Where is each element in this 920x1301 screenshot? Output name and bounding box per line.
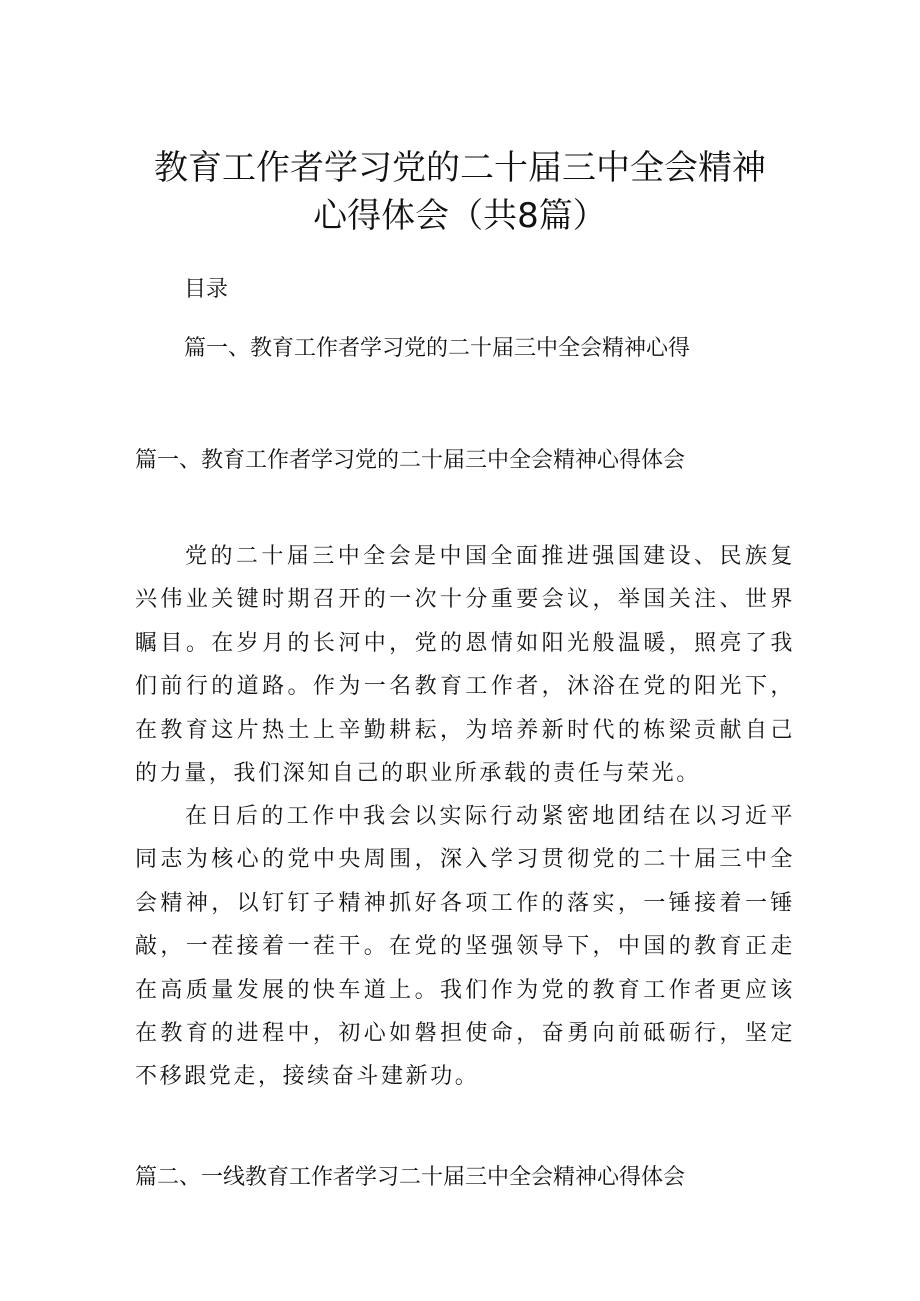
document-title-line-2: 心得体会（共8篇） <box>313 196 607 236</box>
body-paragraph-2: 在日后的工作中我会以实际行动紧密地团结在以习近平同志为核心的党中央周围，深入学习贯彻党的二十届三中全会精神，以钉钉子精神抓好各项工作的落实，一锤接着一锤敲，一茬接着一茬干。在党的坚强领导下，中国的教育正走在高质量发展的快车道上。我们作为党的教育工作者更应该在教育的进程中，初心如磐担使命，奋勇向前砥砺行，坚定不移跟党走，接续奋斗建新功。 <box>135 804 795 1090</box>
section-heading-1: 篇一、教育工作者学习党的二十届三中全会精神心得体会 <box>135 448 686 473</box>
toc-label: 目录 <box>184 277 229 302</box>
toc-item[interactable]: 篇一、教育工作者学习党的二十届三中全会精神心得 <box>184 336 691 361</box>
section-heading-2: 篇二、一线教育工作者学习二十届三中全会精神心得体会 <box>135 1165 686 1190</box>
document-title-line-1: 教育工作者学习党的二十届三中全会精神 <box>154 148 766 188</box>
body-paragraph-1: 党的二十届三中全会是中国全面推进强国建设、民族复兴伟业关键时期召开的一次十分重要会议，举国关注、世界瞩目。在岁月的长河中，党的恩情如阳光般温暖，照亮了我们前行的道路。作为一名教育工作者，沐浴在党的阳光下，在教育这片热土上辛勤耕耘，为培养新时代的栋梁贡献自己的力量，我们深知自己的职业所承载的责任与荣光。 <box>135 544 795 787</box>
